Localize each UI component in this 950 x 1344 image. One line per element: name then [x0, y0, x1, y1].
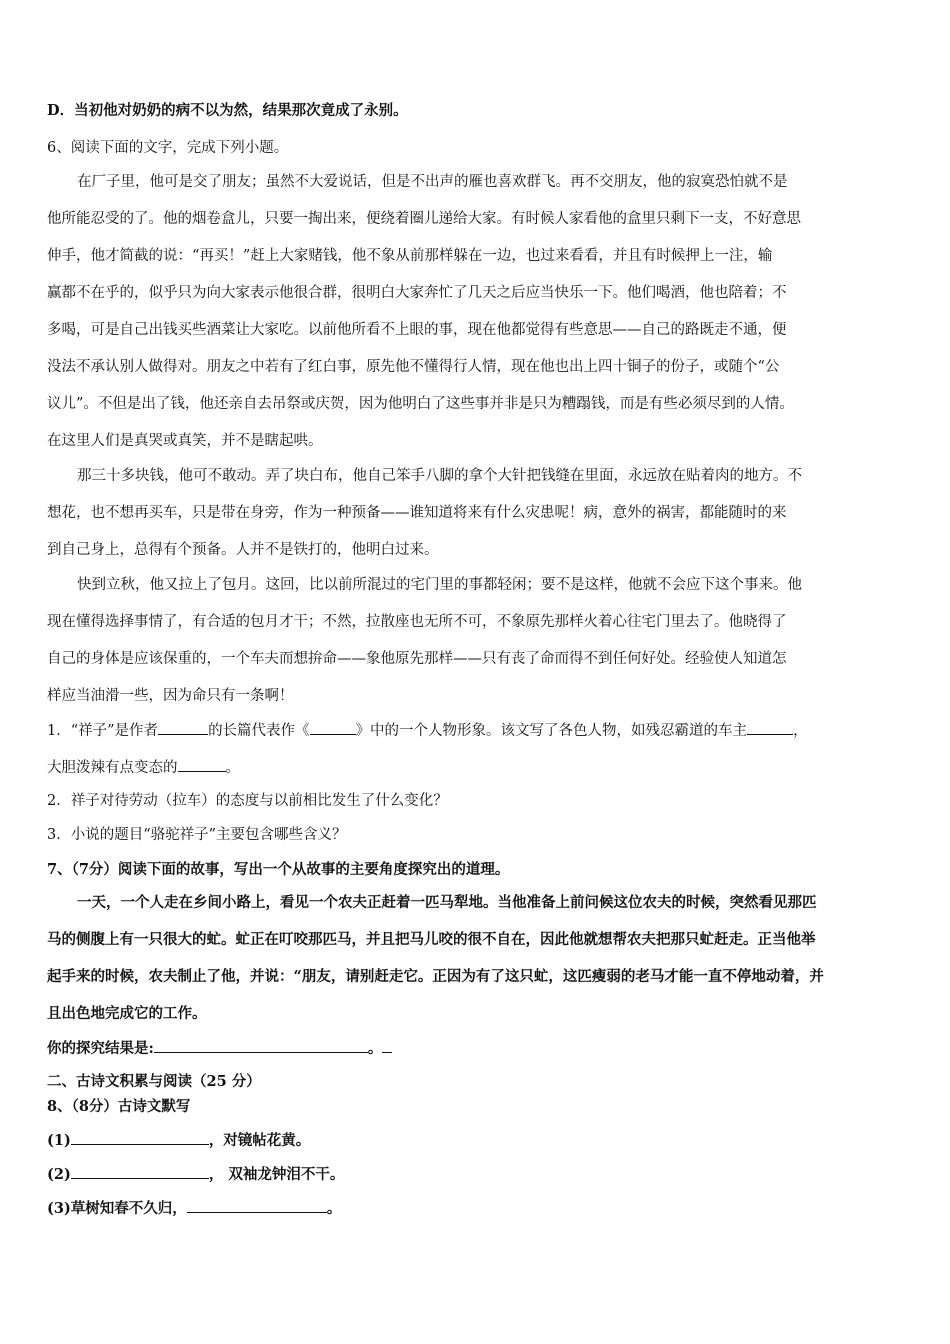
answer-label: 你的探究结果是:: [47, 1040, 154, 1057]
blank-author[interactable]: [158, 720, 208, 735]
blank-q8-3[interactable]: [187, 1198, 327, 1213]
q8-line1: [47, 1130, 907, 1151]
q7-story-line: 一天，一个人走在乡间小路上，看见一个农夫正赶着一匹马犁地。当他准备上前问候这位农夫的时候，突然看见那匹: [77, 894, 817, 911]
q6-p3-line: 现在懂得选择事情了，有合适的包月才干；不然，拉散座也无所不可，不象原先那样火着心往宅门里去了。他晓得了: [47, 614, 787, 630]
sub1-text: 的长篇代表作《: [208, 723, 310, 739]
q8-line2: [47, 1164, 907, 1185]
option-d: D．当初他对奶奶的病不以为然，结果那次竟成了永别。: [47, 102, 408, 119]
sub1-text: 大胆泼辣有点变态的: [47, 760, 178, 776]
q7-story-line: 且出色地完成它的工作。: [47, 1005, 207, 1022]
q6-p1-line: 在这里人们是真哭或真笑，并不是瞎起哄。: [47, 433, 323, 449]
q6-p1-line: 在厂子里，他可是交了朋友；虽然不大爱说话，但是不出声的雁也喜欢群飞。再不交朋友，他的寂寞恐怕就不是: [77, 174, 788, 190]
q6-p3-line: 快到立秋，他又拉上了包月。这回，比以前所混过的宅门里的事都轻闲；要不是这样，他就不会应下这个事来。他: [77, 577, 802, 593]
blank-character[interactable]: [178, 757, 226, 772]
q6-p1-line: 没法不承认别人做得对。朋友之中若有了红白事，原先他不懂得行人情，现在他也出上四十铜子的份子，或随个“公: [47, 359, 780, 375]
sub1-text: ，: [793, 723, 808, 739]
blank-car-owner[interactable]: [747, 720, 793, 735]
q6-p1-line: 他所能忍受的了。他的烟卷盒儿，只要一掏出来，便绕着圈儿递给大家。有时候人家看他的盒里只剩下一支，不好意思: [47, 211, 801, 227]
q6-p1-line: 伸手，他才简截的说：“再买！”赶上大家赌钱，他不象从前那样躲在一边，也过来看看，并且有时候押上一注，输: [47, 248, 773, 264]
sub1-text: 1．“祥子”是作者: [47, 723, 159, 739]
q8-line3: [47, 1198, 907, 1219]
q6-p1-line: 赢都不在乎的，似乎只为向大家表示他很合群，很明白大家奔忙了几天之后应当快乐一下。他们喝酒，他也陪着；不: [47, 285, 787, 301]
q8-line1-pre: (1): [47, 1132, 71, 1149]
q8-line1-post: ，对镜帖花黄。: [208, 1132, 311, 1149]
q7-story-line: 起手来的时候，农夫制止了他，并说：“朋友，请别赶走它。正因为有了这只虻，这匹瘦弱的老马才能一直不停地动着，并: [47, 968, 824, 985]
blank-q8-2[interactable]: [71, 1164, 209, 1179]
q6-heading: 6、阅读下面的文字，完成下列小题。: [47, 140, 289, 156]
q7-story-line: 马的侧腹上有一只很大的虻。虻正在叮咬那匹马，并且把马儿咬的很不自在，因此他就想帮农夫把那只虻赶走。正当他举: [47, 931, 816, 948]
q8-line2-pre: (2): [47, 1166, 71, 1183]
blank-novel-title[interactable]: [310, 720, 356, 735]
sub1-text: 》中的一个人物形象。该文写了各色人物，如残忍霸道的车主: [355, 723, 748, 739]
q6-sub1-line2: [47, 757, 907, 778]
q6-p2-line: 那三十多块钱，他可不敢动。弄了块白布，他自己笨手八脚的拿个大针把钱缝在里面，永远放在贴着肉的地方。不: [77, 468, 802, 484]
blank-q8-1[interactable]: [71, 1130, 209, 1145]
q7-answer-line: [47, 1038, 907, 1059]
blank-answer-tail: [382, 1038, 392, 1053]
q6-p3-line: 样应当油滑一些，因为命只有一条啊！: [47, 688, 294, 704]
sub1-text: 。: [225, 760, 240, 776]
q8-line3-post: 。: [326, 1200, 342, 1217]
q7-heading: 7、（7分）阅读下面的故事，写出一个从故事的主要角度探究出的道理。: [47, 861, 510, 878]
q6-sub3: 3．小说的题目“骆驼祥子”主要包含哪些含义？: [47, 827, 347, 843]
q6-p2-line: 想花，也不想再买车，只是带在身旁，作为一种预备——谁知道将来有什么灾患呢！病，意外的祸害，都能随时的来: [47, 505, 787, 521]
q6-p2-line: 到自己身上，总得有个预备。人并不是铁打的，他明白过来。: [47, 542, 439, 558]
section2-heading: 二、古诗文积累与阅读（25 分）: [47, 1073, 261, 1090]
q6-p1-line: 多喝，可是自己出钱买些酒菜让大家吃。以前他所看不上眼的事，现在他都觉得有些意思——自己的路既走不通，便: [47, 322, 787, 338]
q8-line2-post: ， 双袖龙钟泪不干。: [208, 1166, 345, 1183]
q6-sub2: 2．祥子对待劳动（拉车）的态度与以前相比发生了什么变化？: [47, 793, 448, 809]
q6-p1-line: 议儿”。不但是出了钱，他还亲自去吊祭或庆贺，因为他明白了这些事并非是只为糟蹋钱，而是有些必须尽到的人情。: [47, 396, 794, 412]
q8-line3-pre: (3)草树知春不久归，: [47, 1200, 187, 1217]
q8-heading: 8、（8分）古诗文默写: [47, 1098, 191, 1115]
blank-answer[interactable]: [154, 1038, 368, 1053]
answer-end: 。: [367, 1040, 383, 1057]
q6-sub1-line1: [47, 720, 907, 741]
q6-p3-line: 自己的身体是应该保重的，一个车夫而想拚命——象他原先那样——只有丧了命而得不到任何好处。经验使人知道怎: [47, 651, 787, 667]
